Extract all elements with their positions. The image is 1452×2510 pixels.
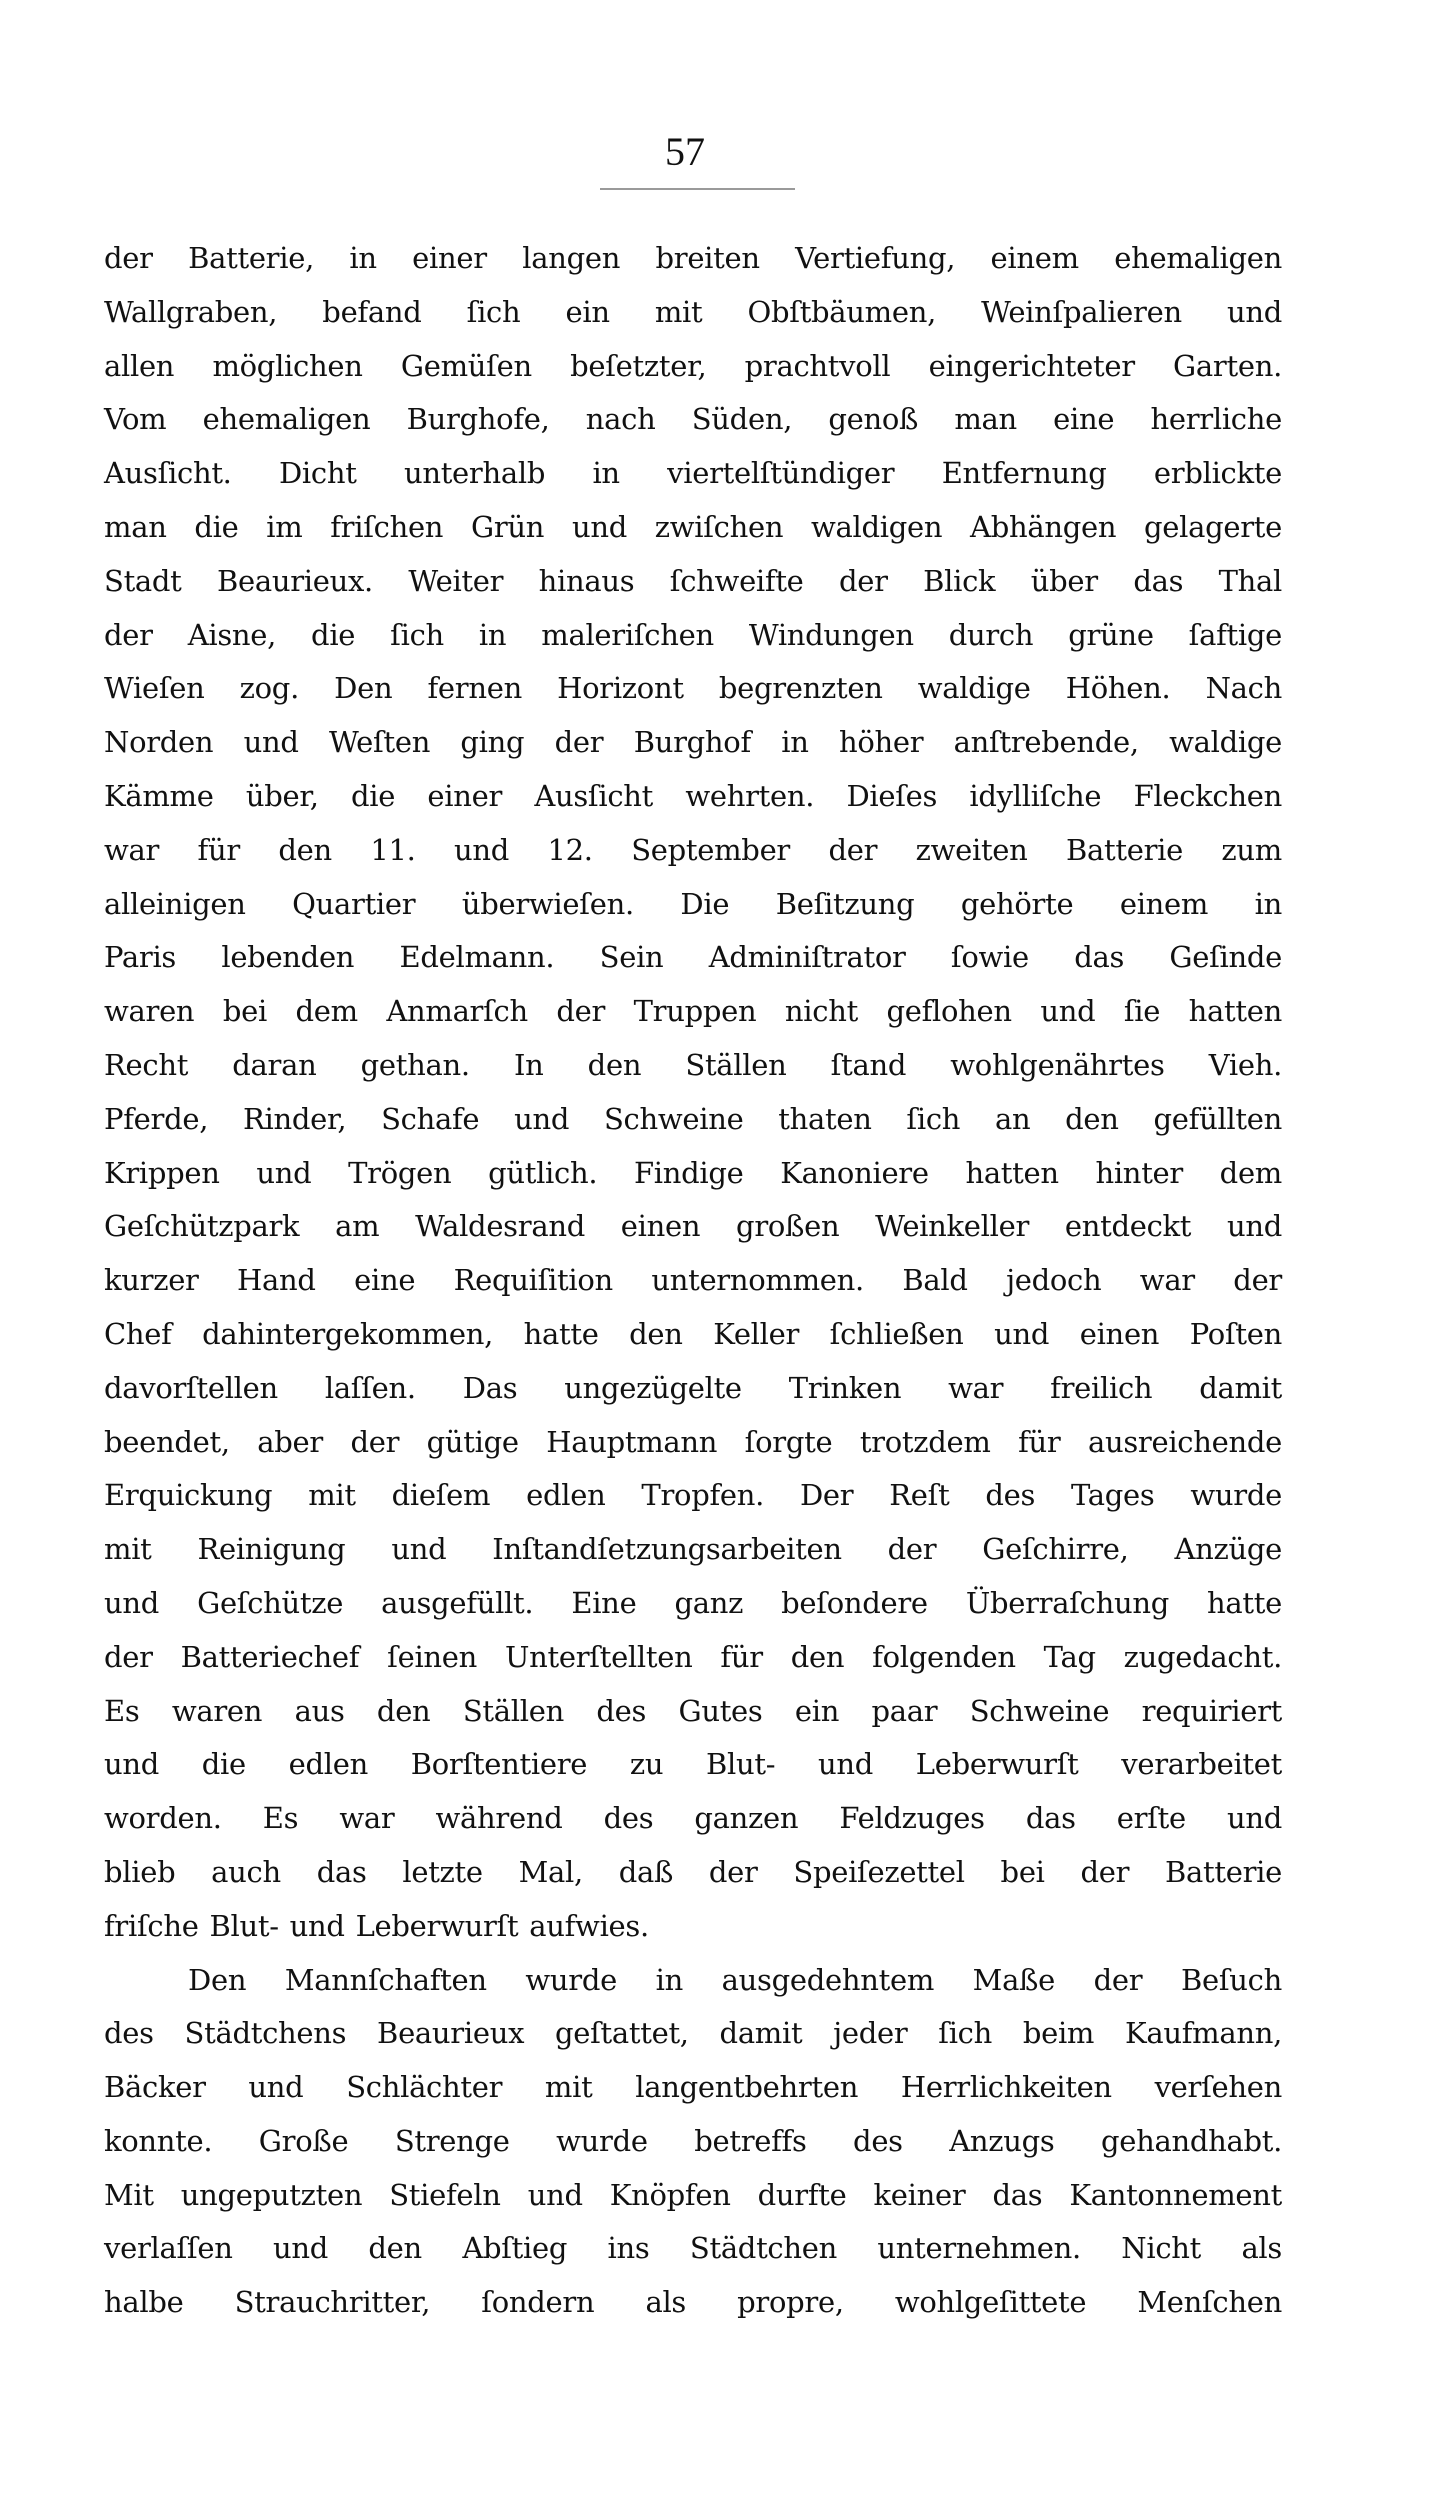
- text-line: Wieſen zog. Den fernen Horizont begrenzten waldige Höhen. Nach: [104, 671, 1282, 706]
- text-line: verlaſſen und den Abſtieg ins Städtchen unternehmen. Nicht als: [104, 2231, 1282, 2266]
- text-line: Ausſicht. Dicht unterhalb in viertelſtündiger Entfernung erblickte: [104, 456, 1282, 491]
- text-line: der Batteriechef ſeinen Unterſtellten für den folgenden Tag zugedacht.: [104, 1639, 1282, 1674]
- text-line: Geſchützpark am Waldesrand einen großen Weinkeller entdeckt und: [104, 1209, 1282, 1244]
- paragraph-start-line: Den Mannſchaften wurde in ausgedehntem Maße der Beſuch: [188, 1962, 1282, 1997]
- text-line: beendet, aber der gütige Hauptmann ſorgte trotzdem für ausreichende: [104, 1424, 1282, 1459]
- text-line: man die im friſchen Grün und zwiſchen waldigen Abhängen gelagerte: [104, 509, 1282, 544]
- text-line: mit Reinigung und Inſtandſetzungsarbeiten der Geſchirre, Anzüge: [104, 1532, 1282, 1567]
- text-line: Mit ungeputzten Stiefeln und Knöpfen durfte keiner das Kantonnement: [104, 2177, 1282, 2212]
- header-divider: [600, 188, 795, 190]
- text-line: Wallgraben, befand ſich ein mit Obſtbäumen, Weinſpalieren und: [104, 294, 1282, 329]
- text-line: und die edlen Borſtentiere zu Blut- und Leberwurſt verarbeitet: [104, 1747, 1282, 1782]
- text-line: und Geſchütze ausgefüllt. Eine ganz beſondere Überraſchung hatte: [104, 1585, 1282, 1620]
- text-line: des Städtchens Beaurieux geſtattet, damit jeder ſich beim Kaufmann,: [104, 2016, 1282, 2051]
- page-number: 57: [665, 129, 705, 174]
- text-line: Norden und Weſten ging der Burghof in höher anſtrebende, waldige: [104, 725, 1282, 760]
- text-line: Chef dahintergekommen, hatte den Keller ſchließen und einen Poſten: [104, 1316, 1282, 1351]
- text-line: Paris lebenden Edelmann. Sein Adminiſtrator ſowie das Geſinde: [104, 940, 1282, 975]
- text-line: waren bei dem Anmarſch der Truppen nicht geflohen und ſie hatten: [104, 994, 1282, 1029]
- text-line: Bäcker und Schlächter mit langentbehrten Herrlichkeiten verſehen: [104, 2070, 1282, 2105]
- text-line: war für den 11. und 12. September der zweiten Batterie zum: [104, 832, 1282, 867]
- text-line: davorſtellen laſſen. Das ungezügelte Trinken war freilich damit: [104, 1370, 1282, 1405]
- text-line: Vom ehemaligen Burghofe, nach Süden, genoß man eine herrliche: [104, 402, 1282, 437]
- text-line: kurzer Hand eine Requiſition unternommen. Bald jedoch war der: [104, 1263, 1282, 1298]
- text-line: der Aisne, die ſich in maleriſchen Windungen durch grüne ſaftige: [104, 617, 1282, 652]
- text-line: der Batterie, in einer langen breiten Vertiefung, einem ehemaligen: [104, 241, 1282, 275]
- text-line: Stadt Beaurieux. Weiter hinaus ſchweifte der Blick über das Thal: [104, 563, 1282, 598]
- text-line: allen möglichen Gemüſen beſetzter, prachtvoll eingerichteter Garten.: [104, 348, 1282, 383]
- text-line: konnte. Große Strenge wurde betreffs des Anzugs gehandhabt.: [104, 2123, 1282, 2158]
- text-line: Erquickung mit dieſem edlen Tropfen. Der Reſt des Tages wurde: [104, 1478, 1282, 1513]
- text-line: Recht daran gethan. In den Ställen ſtand wohlgenährtes Vieh.: [104, 1047, 1282, 1082]
- text-line: halbe Strauchritter, ſondern als propre, wohlgeſittete Menſchen: [104, 2285, 1282, 2320]
- body-text: [104, 232, 1282, 2330]
- text-line: blieb auch das letzte Mal, daß der Speiſezettel bei der Batterie: [104, 1854, 1282, 1889]
- text-line: worden. Es war während des ganzen Feldzuges das erſte und: [104, 1801, 1282, 1836]
- text-line: Es waren aus den Ställen des Gutes ein paar Schweine requiriert: [104, 1693, 1282, 1728]
- text-line: alleinigen Quartier überwieſen. Die Beſitzung gehörte einem in: [104, 886, 1282, 921]
- text-line: Kämme über, die einer Ausſicht wehrten. Dieſes idylliſche Fleckchen: [104, 778, 1282, 813]
- text-line: Pferde, Rinder, Schafe und Schweine thaten ſich an den gefüllten: [104, 1101, 1282, 1136]
- paragraph-end-line: friſche Blut- und Leberwurſt aufwies.: [104, 1908, 649, 1943]
- text-line: Krippen und Trögen gütlich. Findige Kanoniere hatten hinter dem: [104, 1155, 1282, 1190]
